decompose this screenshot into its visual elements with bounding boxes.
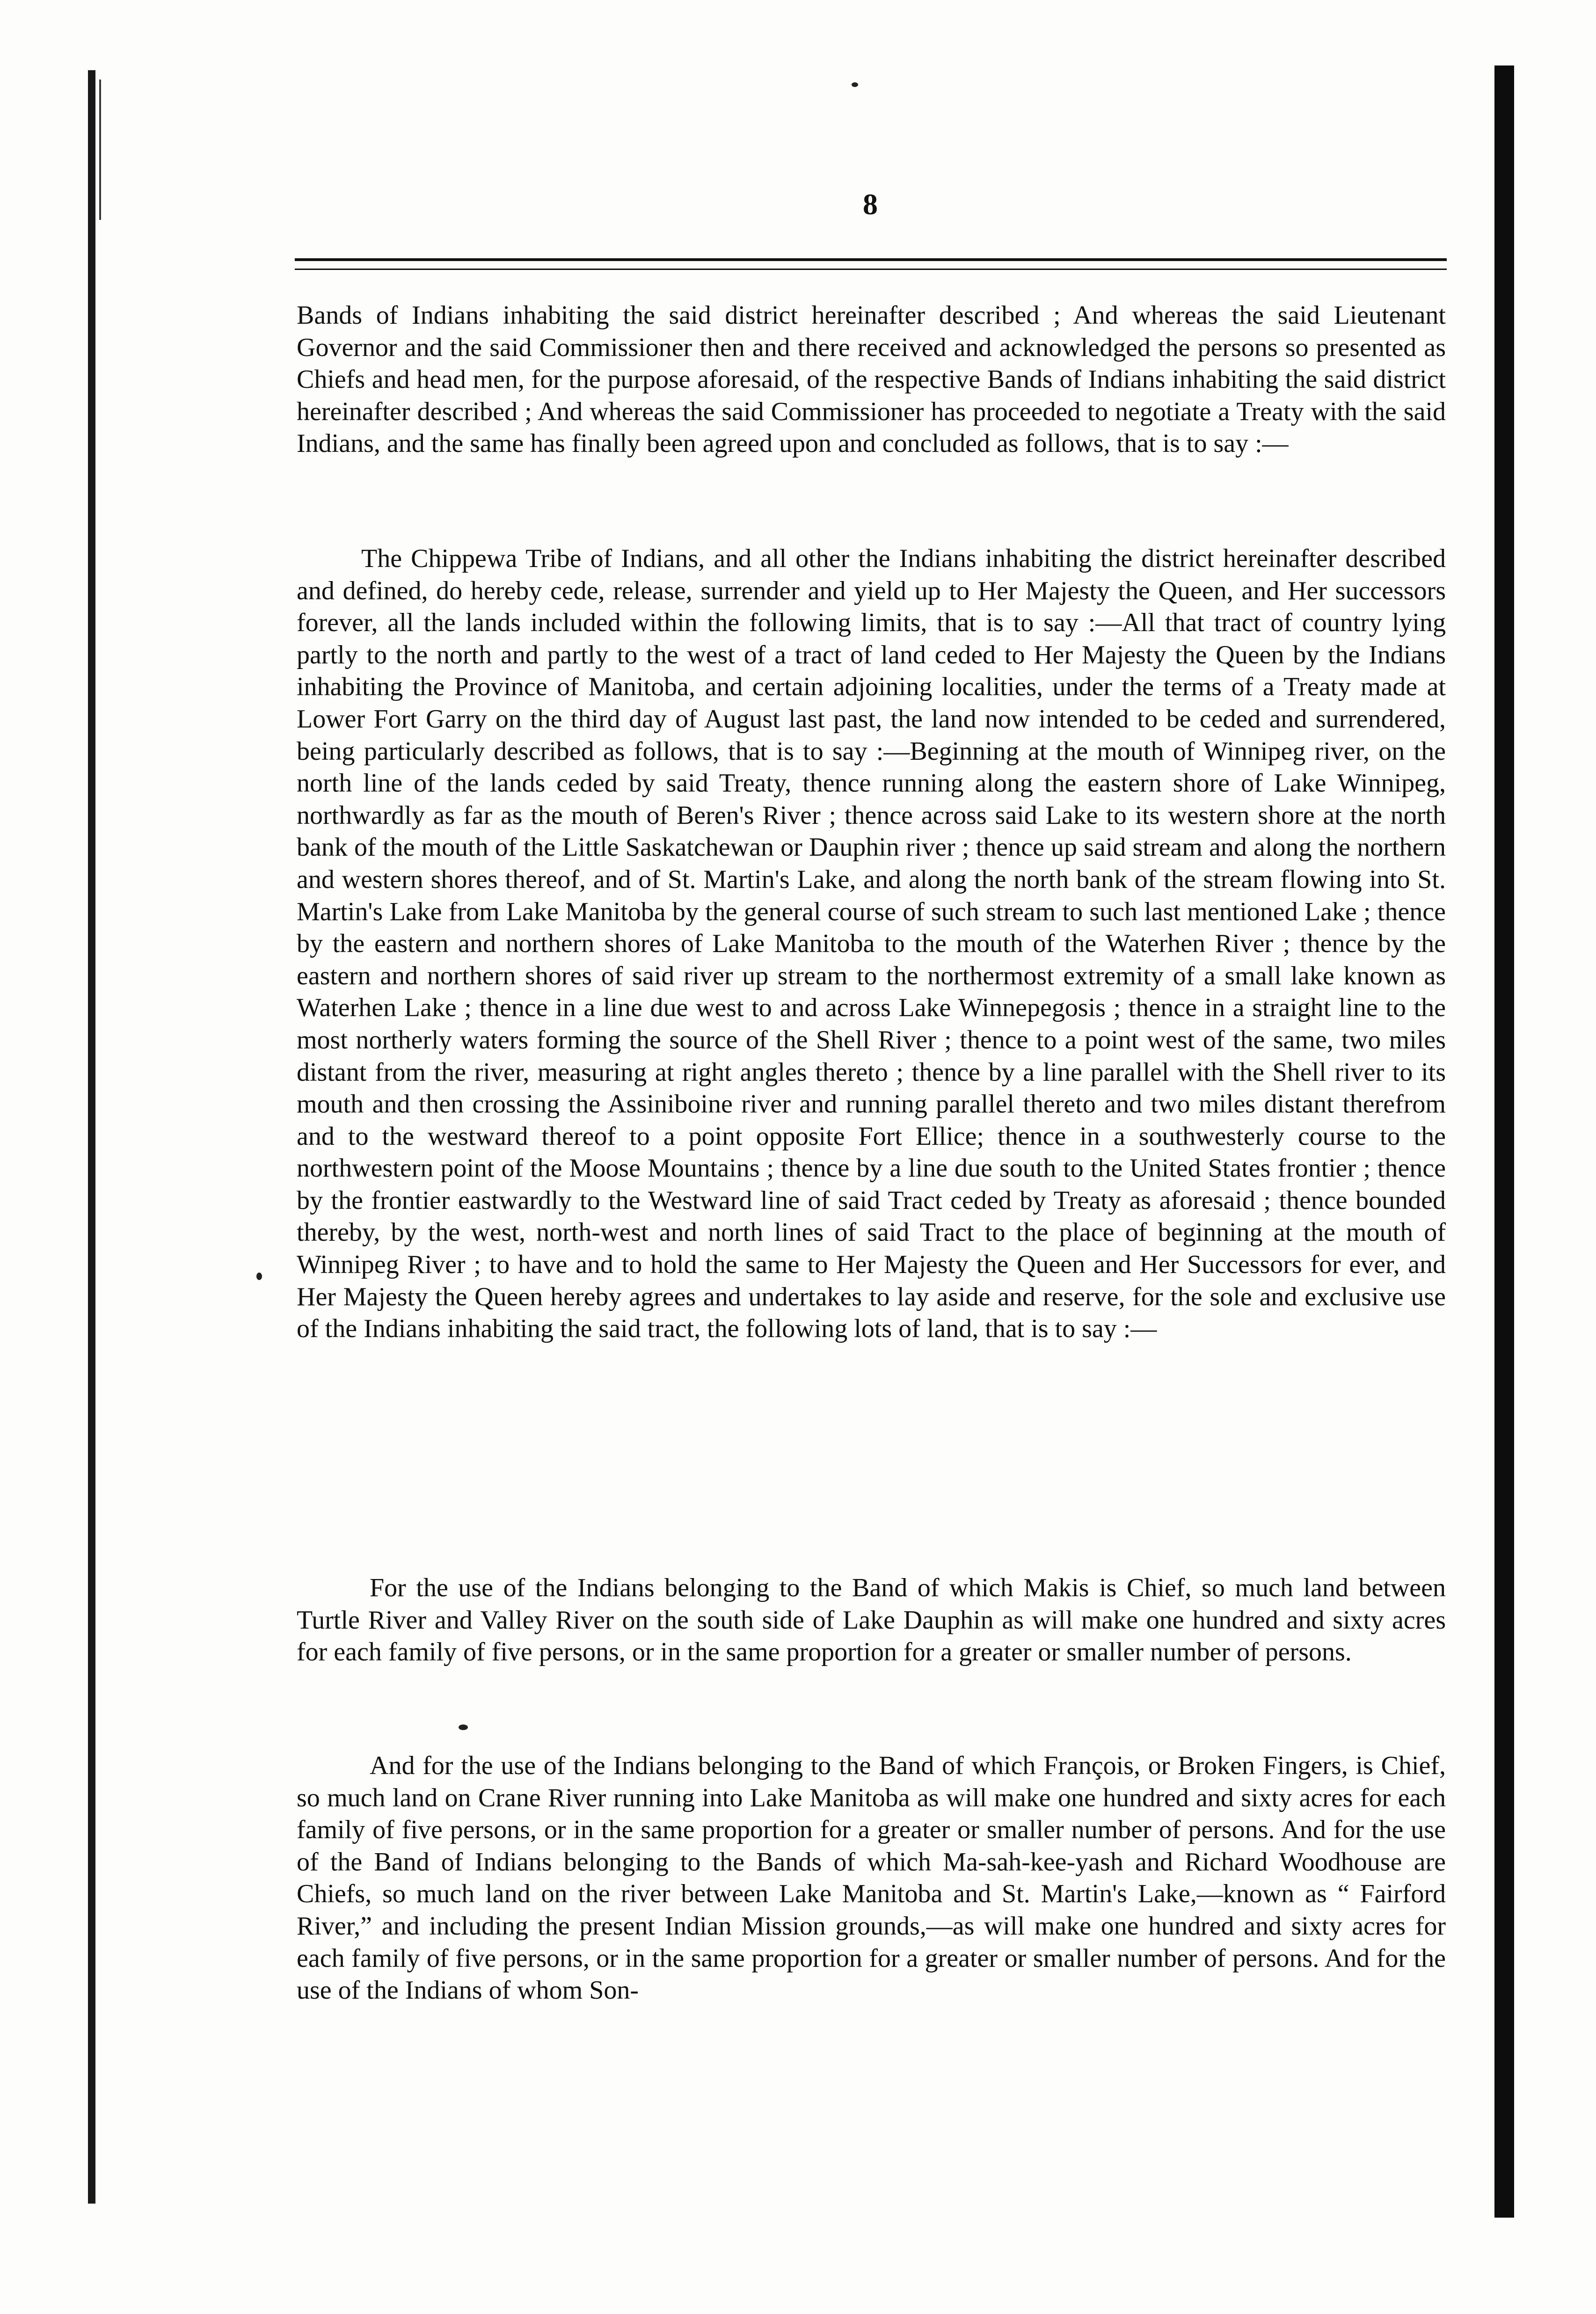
header-rule-thin (295, 269, 1447, 270)
scan-speck (852, 82, 858, 87)
scan-speck (256, 1273, 262, 1280)
header-rule-thick (295, 258, 1447, 261)
scan-left-edge (88, 70, 95, 2204)
scan-left-edge-mark (99, 80, 101, 220)
page-number: 8 (863, 188, 878, 221)
paragraph-preamble-continuation: Bands of Indians inhabiting the said district hereinafter described ; And whereas the said Lieutenant Governor and the said Commissioner then and there received and acknowledged the persons so presented as Chiefs and head men, for the purpose aforesaid, of the respective Bands of Indians inhabiting the said district hereinafter described ; And whereas the said Commissioner has proceeded to negotiate a Treaty with the said Indians, and the same has finally been agreed upon and concluded as follows, that is to say :— (297, 301, 1446, 458)
paragraph-reserve-francois-band: And for the use of the Indians belonging to the Band of which François, or Broken Fingers, is Chief, so much land on Crane River running into Lake Manitoba as will make one hundred and sixty acres for each family of five persons, or in the same proportion for a greater or smaller number of persons. And for the use of the Band of Indians belonging to the Bands of which Ma-sah-kee-yash and Richard Woodhouse are Chiefs, so much land on the river between Lake Manitoba and St. Martin's Lake,—known as “ Fairford River,” and including the present Indian Mission grounds,—as will make one hundred and sixty acres for each family of five persons, or in the same proportion for a greater or smaller number of persons. And for the use of the Indians of whom Son- (297, 1751, 1446, 2005)
scan-right-binding-bar (1494, 65, 1514, 2218)
paragraph-cession-boundaries: The Chippewa Tribe of Indians, and all other the Indians inhabiting the district hereinafter described and defined, do hereby cede, release, surrender and yield up to Her Majesty the Queen, and Her successors forever, all the lands included within the following limits, that is to say :—All that tract of country lying partly to the north and partly to the west of a tract of land ceded to Her Majesty the Queen by the Indians inhabiting the Province of Manitoba, and certain adjoining localities, under the terms of a Treaty made at Lower Fort Garry on the third day of August last past, the land now intended to be ceded and surrendered, being particularly described as follows, that is to say :—Beginning at the mouth of Winnipeg river, on the north line of the lands ceded by said Treaty, thence running along the eastern shore of Lake Winnipeg, northwardly as far as the mouth of Beren's River ; thence across said Lake to its western shore at the north bank of the mouth of the Little Saskatchewan or Dauphin river ; thence up said stream and along the northern and western shores thereof, and of St. Martin's Lake, and along the north bank of the stream flowing into St. Martin's Lake from Lake Manitoba by the general course of such stream to such last mentioned Lake ; thence by the eastern and northern shores of Lake Manitoba to the mouth of the Waterhen River ; thence by the eastern and northern shores of said river up stream to the northermost extremity of a small lake known as Waterhen Lake ; thence in a line due west to and across Lake Winnepegosis ; thence in a straight line to the most northerly waters forming the source of the Shell River ; thence to a point west of the same, two miles distant from the river, measuring at right angles thereto ; thence by a line parallel with the Shell river to its mouth and then crossing the Assiniboine river and running parallel thereto and two miles distant therefrom and to the westward thereof to a point opposite Fort Ellice; thence in a southwesterly course to the northwestern point of the Moose Mountains ; thence by a line due south to the United States frontier ; thence by the frontier eastwardly to the Westward line of said Tract ceded by Treaty as aforesaid ; thence bounded thereby, by the west, north-west and north lines of said Tract to the place of beginning at the mouth of Winnipeg River ; to have and to hold the same to Her Majesty the Queen and Her Successors for ever, and Her Majesty the Queen hereby agrees and undertakes to lay aside and reserve, for the sole and exclusive use of the Indians inhabiting the said tract, the following lots of land, that is to say :— (297, 544, 1446, 1344)
scan-speck (459, 1725, 468, 1730)
paragraph-reserve-makis-band: For the use of the Indians belonging to the Band of which Makis is Chief, so much land between Turtle River and Valley River on the south side of Lake Dauphin as will make one hundred and sixty acres for each family of five persons, or in the same proportion for a greater or smaller number of persons. (297, 1573, 1446, 1667)
